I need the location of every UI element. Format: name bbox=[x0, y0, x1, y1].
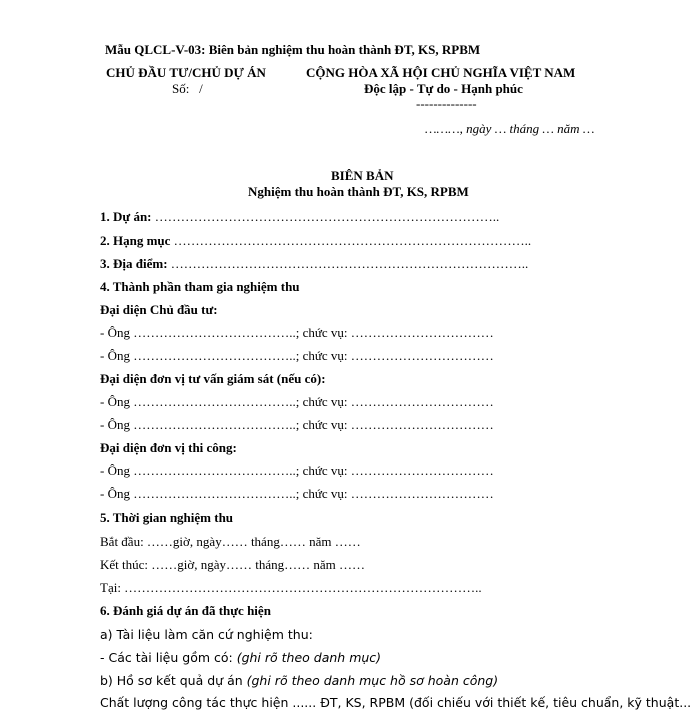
doc-subtitle: Nghiệm thu hoàn thành ĐT, KS, RPBM bbox=[248, 184, 469, 199]
contractor-rep-row: - Ông ………………………………..; chức vụ: …………………………… bbox=[100, 463, 494, 478]
owner-rep-row: - Ông ………………………………..; chức vụ: …………………………… bbox=[100, 348, 494, 363]
evaluation-heading: 6. Đánh giá dự án đã thực hiện bbox=[100, 603, 271, 618]
motto: Độc lập - Tự do - Hạnh phúc bbox=[364, 81, 523, 96]
documents-list bbox=[100, 650, 381, 666]
project-field: …………………………………………………………………….. bbox=[151, 209, 500, 224]
contractor-rep-title: Đại diện đơn vị thi công: bbox=[100, 440, 237, 455]
location-field: ……………………………………………………………………….. bbox=[167, 256, 529, 271]
supervisor-rep-row: - Ông ………………………………..; chức vụ: …………………………… bbox=[100, 394, 494, 409]
quality-line-cut: Chất lượng công tác thực hiện ...... ĐT, KS, RPBM (đối chiếu với thiết kế, tiêu chuẩn, kỹ thuật... bbox=[100, 695, 692, 710]
owner-heading: CHỦ ĐẦU TƯ/CHỦ DỰ ÁN bbox=[106, 65, 266, 80]
supervisor-rep-title: Đại diện đơn vị tư vấn giám sát (nếu có): bbox=[100, 371, 326, 386]
item-field: ……………………………………………………………………….. bbox=[170, 233, 532, 248]
documents-list-prefix: - Các tài liệu gồm có: bbox=[100, 650, 237, 665]
documents-basis: a) Tài liệu làm căn cứ nghiệm thu: bbox=[100, 627, 313, 642]
contractor-rep-row: - Ông ………………………………..; chức vụ: …………………………… bbox=[100, 486, 494, 501]
end-time: Kết thúc: ……giờ, ngày…… tháng…… năm …… bbox=[100, 557, 366, 572]
participants-heading: 4. Thành phần tham gia nghiệm thu bbox=[100, 279, 300, 294]
item-line bbox=[100, 233, 531, 249]
motto-rule: -------------- bbox=[416, 96, 477, 111]
item-label: 2. Hạng mục bbox=[100, 233, 171, 248]
documents-list-note: (ghi rõ theo danh mục) bbox=[236, 650, 382, 665]
result-records bbox=[100, 673, 498, 689]
republic-heading: CỘNG HÒA XÃ HỘI CHỦ NGHĨA VIỆT NAM bbox=[306, 65, 576, 80]
form-title: Mẫu QLCL-V-03: Biên bản nghiệm thu hoàn thành ĐT, KS, RPBM bbox=[105, 42, 481, 57]
supervisor-rep-row: - Ông ………………………………..; chức vụ: …………………………… bbox=[100, 417, 494, 432]
project-line bbox=[100, 209, 499, 225]
location-label: 3. Địa điểm: bbox=[100, 256, 168, 271]
result-records-note: (ghi rõ theo danh mục hồ sơ hoàn công) bbox=[246, 673, 499, 688]
project-label: 1. Dự án: bbox=[100, 209, 152, 224]
start-time: Bắt đầu: ……giờ, ngày…… tháng…… năm …… bbox=[100, 534, 361, 549]
location-line bbox=[100, 256, 528, 272]
document-number: Số: / bbox=[172, 81, 203, 96]
doc-title: BIÊN BẢN bbox=[331, 168, 394, 183]
date-line: ………, ngày … tháng … năm … bbox=[425, 121, 595, 136]
result-records-prefix: b) Hồ sơ kết quả dự án bbox=[100, 673, 247, 688]
time-heading: 5. Thời gian nghiệm thu bbox=[100, 510, 234, 525]
place-line: Tại: ……………………………………………………………………….. bbox=[100, 580, 482, 595]
owner-rep-row: - Ông ………………………………..; chức vụ: …………………………… bbox=[100, 325, 494, 340]
owner-rep-title: Đại diện Chủ đầu tư: bbox=[100, 302, 218, 317]
